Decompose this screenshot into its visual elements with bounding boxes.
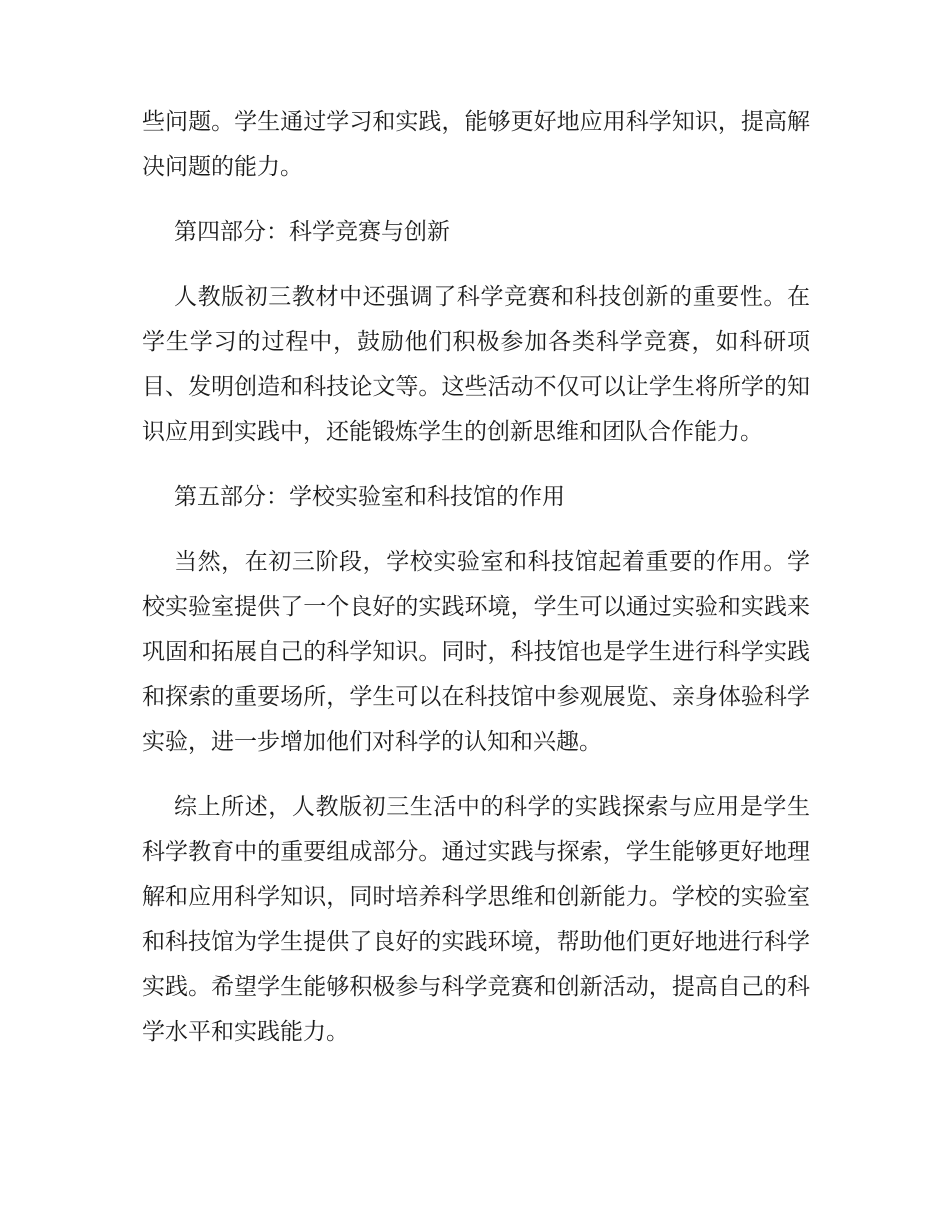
- section-heading-part-four: 第四部分：科学竞赛与创新: [174, 219, 450, 245]
- section-heading-part-five: 第五部分：学校实验室和科技馆的作用: [174, 484, 565, 510]
- paragraph-continuation: 些问题。学生通过学习和实践，能够更好地应用科学知识，提高解决问题的能力。: [142, 109, 810, 180]
- paragraph-labs-and-museums: 当然，在初三阶段，学校实验室和科技馆起着重要的作用。学校实验室提供了一个良好的实践环境，学生可以通过实验和实践来巩固和拓展自己的科学知识。同时，科技馆也是学生进行科学实践和探索的重要场所，学生可以在科技馆中参观展览、亲身体验科学实验，进一步增加他们对科学的认知和兴趣。: [142, 549, 810, 755]
- paragraph-conclusion: 综上所述，人教版初三生活中的科学的实践探索与应用是学生科学教育中的重要组成部分。通过实践与探索，学生能够更好地理解和应用科学知识，同时培养科学思维和创新能力。学校的实验室和科技馆为学生提供了良好的实践环境，帮助他们更好地进行科学实践。希望学生能够积极参与科学竞赛和创新活动，提高自己的科学水平和实践能力。: [142, 794, 810, 1045]
- document-body: [142, 100, 810, 1075]
- paragraph-science-competition: 人教版初三教材中还强调了科学竞赛和科技创新的重要性。在学生学习的过程中，鼓励他们积极参加各类科学竞赛，如科研项目、发明创造和科技论文等。这些活动不仅可以让学生将所学的知识应用到实践中，还能锻炼学生的创新思维和团队合作能力。: [142, 284, 810, 445]
